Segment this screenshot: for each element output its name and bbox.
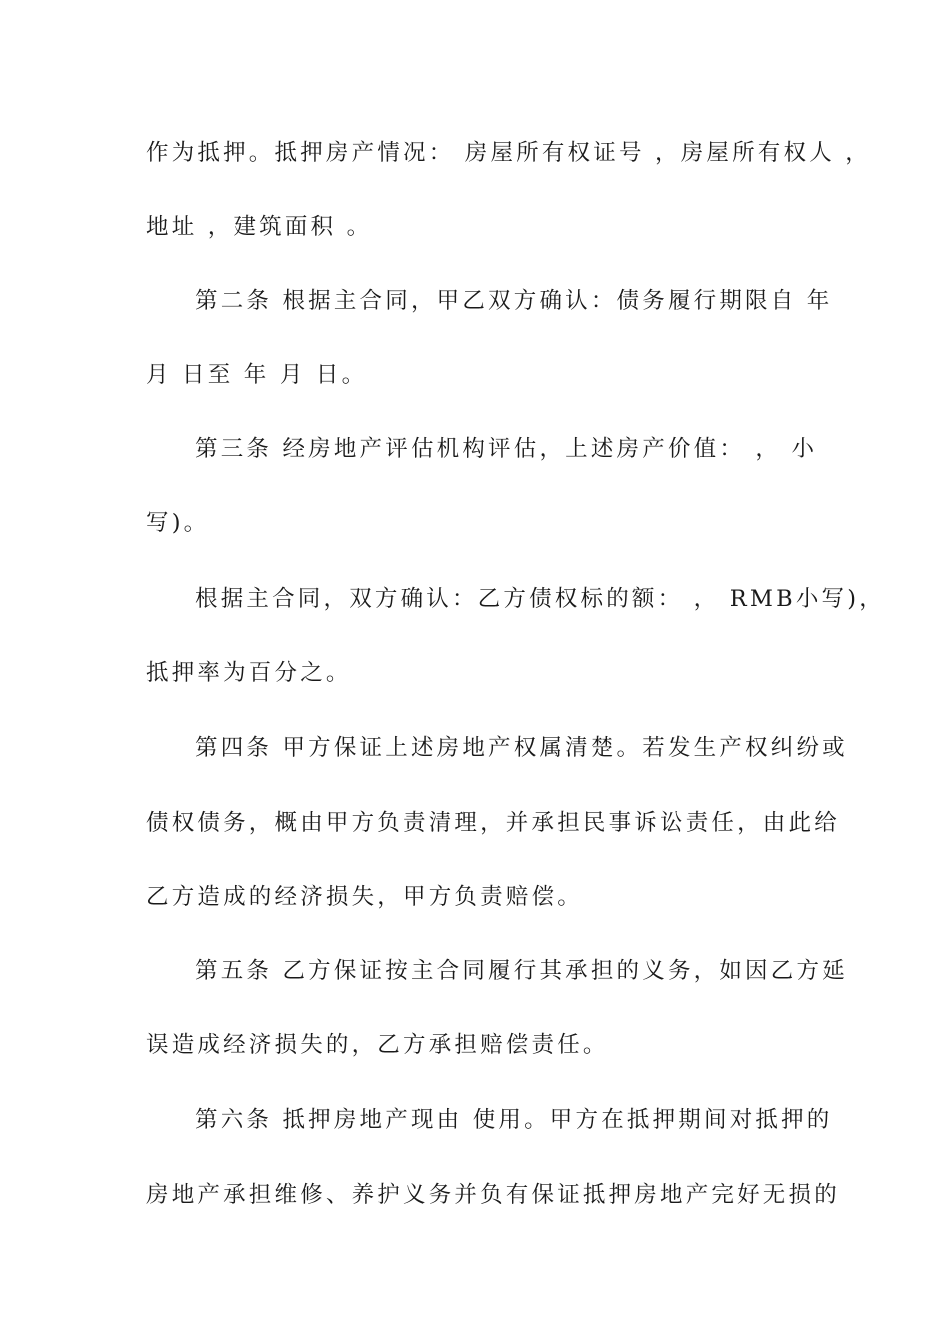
text-line: 抵押率为百分之。 bbox=[146, 660, 352, 686]
text-line: 债权债务，概由甲方负责清理，并承担民事诉讼责任，由此给 bbox=[146, 810, 840, 836]
clause-4-line: 第四条 甲方保证上述房地产权属清楚。若发生产权纠纷或 bbox=[195, 735, 848, 761]
text-line: 写)。 bbox=[146, 510, 210, 536]
clause-2-line: 第二条 根据主合同，甲乙双方确认：债务履行期限自 年 bbox=[195, 288, 833, 314]
text-line: 地址 ，建筑面积 。 bbox=[146, 214, 373, 240]
text-line: 月 日至 年 月 日。 bbox=[146, 362, 368, 388]
paragraph-line: 根据主合同，双方确认：乙方债权标的额： ， RMB小写)， bbox=[195, 586, 885, 612]
text-line: 房地产承担维修、养护义务并负有保证抵押房地产完好无损的 bbox=[146, 1182, 840, 1208]
clause-6-line: 第六条 抵押房地产现由 使用。甲方在抵押期间对抵押的 bbox=[195, 1107, 833, 1133]
text-line: 误造成经济损失的，乙方承担赔偿责任。 bbox=[146, 1032, 609, 1058]
text-line: 乙方造成的经济损失，甲方负责赔偿。 bbox=[146, 884, 583, 910]
clause-3-line: 第三条 经房地产评估机构评估，上述房产价值： ， 小 bbox=[195, 436, 818, 462]
text-line: 作为抵押。抵押房产情况： 房屋所有权证号 ，房屋所有权人 ， bbox=[146, 140, 871, 166]
clause-5-line: 第五条 乙方保证按主合同履行其承担的义务，如因乙方延 bbox=[195, 958, 848, 984]
